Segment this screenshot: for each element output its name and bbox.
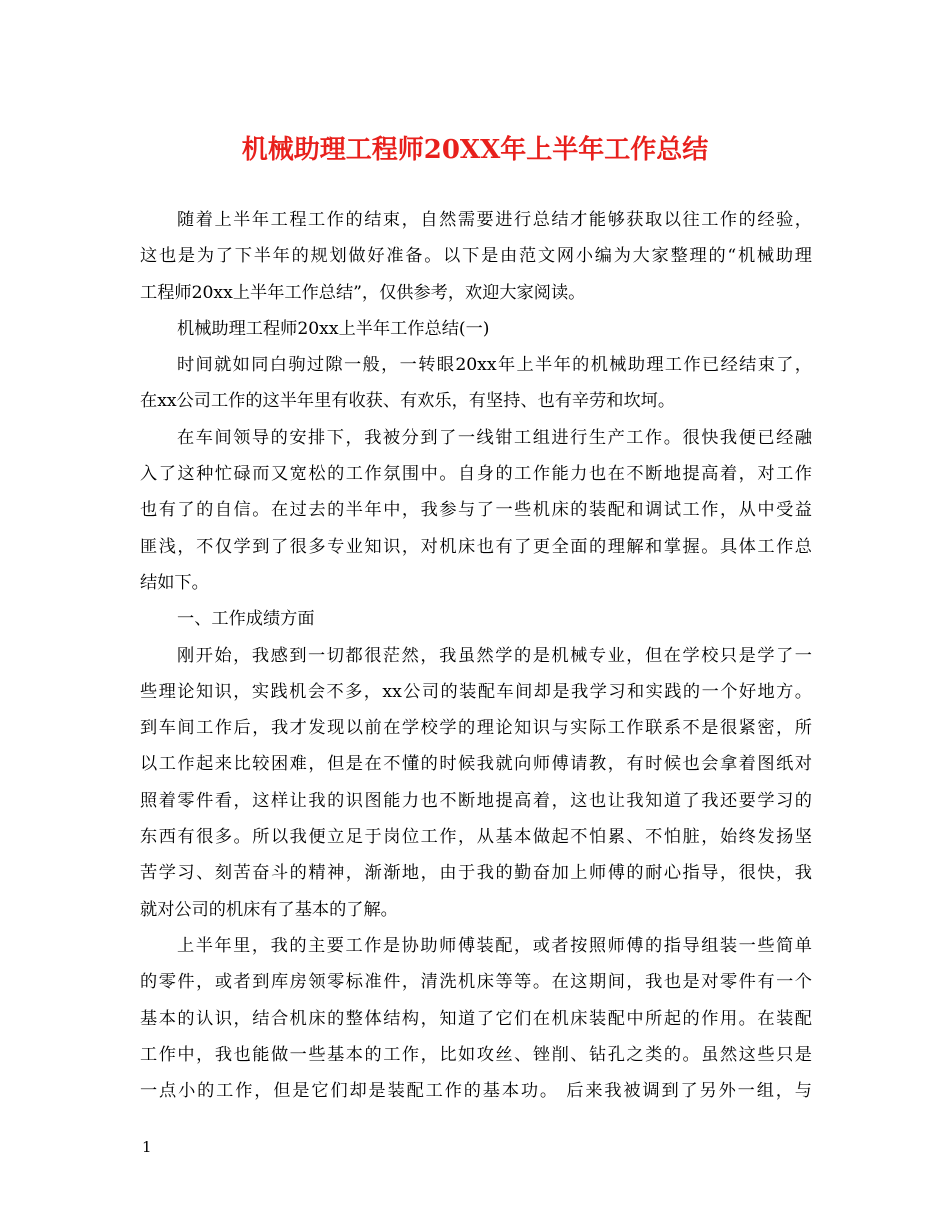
text-line: 东西有很多。所以我便立足于岗位工作，从基本做起不怕累、不怕脏，始终发扬坚 bbox=[140, 827, 812, 848]
text-line: 也有了的自信。在过去的半年中，我参与了一些机床的装配和调试工作，从中受益 bbox=[140, 500, 812, 521]
text-line: 在xx公司工作的这半年里有收获、有欢乐，有坚持、也有辛劳和坎坷。 bbox=[140, 391, 676, 412]
text-line: 这也是为了下半年的规划做好准备。以下是由范文网小编为大家整理的“机械助理 bbox=[140, 246, 812, 267]
text-line: 刚开始，我感到一切都很茫然，我虽然学的是机械专业，但在学校只是学了一 bbox=[177, 645, 812, 666]
text-line: 入了这种忙碌而又宽松的工作氛围中。自身的工作能力也在不断地提高着，对工作 bbox=[140, 464, 812, 485]
text-line: 工作中，我也能做一些基本的工作，比如攻丝、锉削、钻孔之类的。虽然这些只是 bbox=[140, 1044, 812, 1065]
text-line: 上半年里，我的主要工作是协助师傅装配，或者按照师傅的指导组装一些简单 bbox=[177, 935, 812, 956]
document-title: 机械助理工程师20XX年上半年工作总结 bbox=[241, 135, 709, 165]
text-line: 匪浅，不仅学到了很多专业知识，对机床也有了更全面的理解和掌握。具体工作总 bbox=[140, 536, 812, 557]
text-line: 随着上半年工程工作的结束，自然需要进行总结才能够获取以往工作的经验， bbox=[177, 210, 812, 230]
text-line: 些理论知识，实践机会不多，xx公司的装配车间却是我学习和实践的一个好地方。 bbox=[140, 681, 812, 702]
text-line: 以工作起来比较困难，但是在不懂的时候我就向师傅请教，有时候也会拿着图纸对 bbox=[140, 754, 812, 775]
text-line: 的零件，或者到库房领零标准件，清洗机床等等。在这期间，我也是对零件有一个 bbox=[140, 972, 812, 993]
text-line: 照着零件看，这样让我的识图能力也不断地提高着，这也让我知道了我还要学习的 bbox=[140, 790, 812, 811]
text-line: 到车间工作后，我才发现以前在学校学的理论知识与实际工作联系不是很紧密，所 bbox=[140, 718, 812, 739]
page-number: 1 bbox=[142, 1138, 152, 1156]
text-line: 一点小的工作，但是它们却是装配工作的基本功。 后来我被调到了另外一组，与 bbox=[140, 1081, 812, 1102]
text-line: 一、工作成绩方面 bbox=[177, 609, 315, 630]
text-line: 结如下。 bbox=[140, 572, 209, 593]
text-line: 基本的认识，结合机床的整体结构，知道了它们在机床装配中所起的作用。在装配 bbox=[140, 1008, 812, 1029]
text-line: 苦学习、刻苦奋斗的精神，渐渐地，由于我的勤奋加上师傅的耐心指导，很快，我 bbox=[140, 863, 812, 884]
text-line: 就对公司的机床有了基本的了解。 bbox=[140, 899, 398, 920]
text-line: 工程师20xx上半年工作总结”，仅供参考，欢迎大家阅读。 bbox=[140, 282, 586, 303]
document-body bbox=[140, 202, 812, 1109]
text-line: 时间就如同白驹过隙一般，一转眼20xx年上半年的机械助理工作已经结束了， bbox=[177, 355, 812, 376]
text-line: 在车间领导的安排下，我被分到了一线钳工组进行生产工作。很快我便已经融 bbox=[177, 427, 812, 448]
text-line: 机械助理工程师20xx上半年工作总结(一) bbox=[177, 318, 490, 339]
